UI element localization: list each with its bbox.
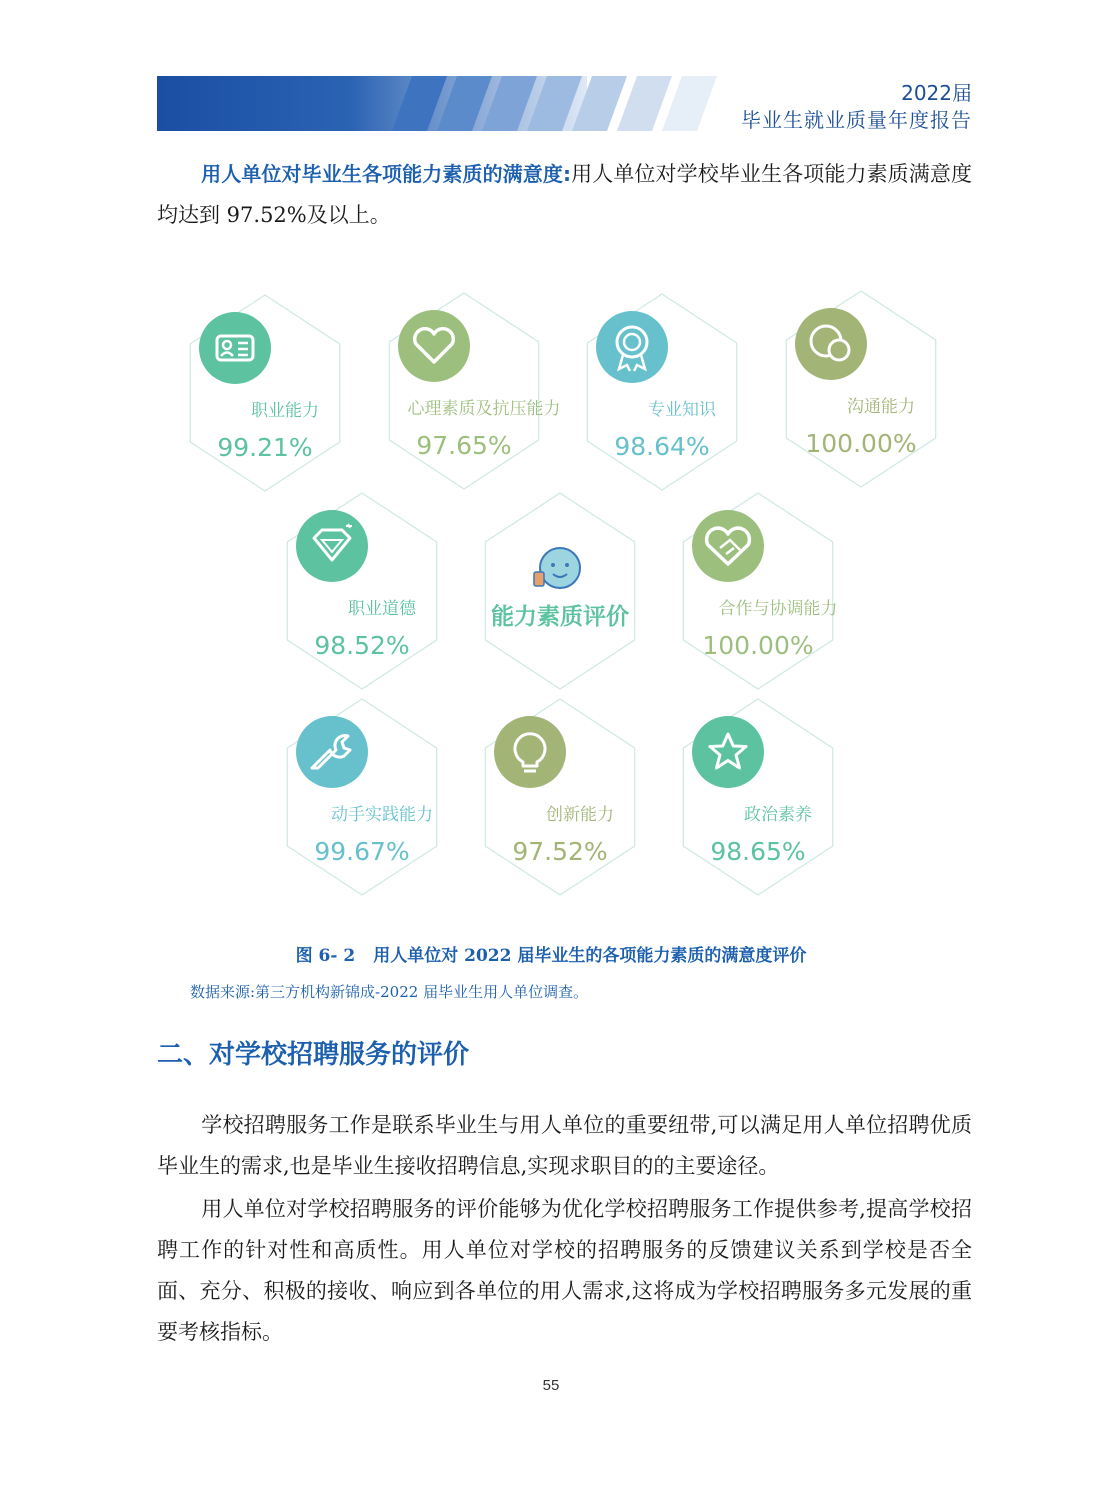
header-title: 毕业生就业质量年度报告 — [741, 108, 972, 132]
figure-caption-number: 图 6- 2 — [295, 946, 356, 966]
ability-label: 合作与协调能力 — [718, 599, 838, 619]
ability-hex-1 — [190, 295, 339, 491]
ability-hex-2 — [389, 293, 560, 489]
ability-hex-7 — [287, 699, 436, 895]
diamond-icon — [296, 510, 368, 582]
ability-hex-8 — [485, 699, 634, 895]
figure-caption — [0, 941, 1102, 966]
ability-value: 97.52% — [512, 837, 608, 866]
award-badge-icon — [596, 311, 668, 383]
ability-hex-5 — [287, 493, 436, 689]
ability-hex-4 — [786, 291, 935, 487]
ability-value: 100.00% — [805, 429, 917, 458]
star-icon — [692, 716, 764, 788]
ability-label: 专业知识 — [648, 400, 716, 420]
section-paragraph-2 — [157, 1189, 972, 1353]
ability-label: 动手实践能力 — [331, 805, 433, 825]
ability-value: 99.67% — [314, 837, 410, 866]
intro-paragraph — [157, 154, 972, 236]
ability-value: 97.65% — [416, 431, 512, 460]
page-number: 55 — [542, 1377, 560, 1394]
ability-hex-6 — [683, 493, 837, 689]
ability-label: 心理素质及抗压能力 — [407, 399, 561, 419]
ability-label: 职业道德 — [348, 599, 416, 619]
ability-value: 99.21% — [217, 433, 313, 462]
intro-lead: 用人单位对毕业生各项能力素质的满意度: — [201, 162, 571, 186]
center-hex — [485, 493, 634, 689]
center-label: 能力素质评价 — [491, 604, 629, 630]
header-year: 2022届 — [901, 81, 972, 105]
header-banner — [157, 76, 737, 131]
section-paragraph-1-text: 学校招聘服务工作是联系毕业生与用人单位的重要纽带,可以满足用人单位招聘优质毕业生的需求,也是毕业生接收招聘信息,实现求职目的的主要途径。 — [157, 1113, 972, 1178]
ability-label: 沟通能力 — [847, 397, 915, 417]
intro-text: 用人单位对学校毕业生各项能力素质满意度均达到 97.52%及以上。 — [157, 162, 972, 227]
lightbulb-icon — [494, 716, 566, 788]
ability-hexagon-figure — [0, 280, 1102, 920]
handshake-heart-icon — [692, 510, 764, 582]
ability-value: 100.00% — [702, 631, 814, 660]
figure-caption-text: 用人单位对 2022 届毕业生的各项能力素质的满意度评价 — [373, 946, 807, 966]
wrench-icon — [296, 716, 368, 788]
section-paragraph-1 — [157, 1105, 972, 1187]
ability-label: 政治素养 — [744, 805, 812, 825]
ability-value: 98.64% — [614, 432, 710, 461]
ability-value: 98.65% — [710, 837, 806, 866]
figure-source: 数据来源:第三方机构新锦成-2022 届毕业生用人单位调查。 — [190, 983, 589, 1001]
ability-label: 创新能力 — [546, 805, 614, 825]
hexagon-outline — [485, 493, 634, 689]
speech-bubbles-icon — [795, 308, 867, 380]
ability-hex-3 — [587, 294, 736, 490]
id-card-icon — [199, 312, 271, 384]
ability-hex-9 — [683, 699, 832, 895]
ability-value: 98.52% — [314, 631, 410, 660]
heart-icon — [398, 310, 470, 382]
section-paragraph-2-text: 用人单位对学校招聘服务的评价能够为优化学校招聘服务工作提供参考,提高学校招聘工作的针对性和高质性。用人单位对学校的招聘服务的反馈建议关系到学校是否全面、充分、积极的接收、响应到各单位的用人需求,这将成为学校招聘服务多元发展的重要考核指标。 — [157, 1197, 972, 1344]
section-heading: 二、对学校招聘服务的评价 — [157, 1040, 470, 1070]
ability-label: 职业能力 — [251, 401, 319, 421]
